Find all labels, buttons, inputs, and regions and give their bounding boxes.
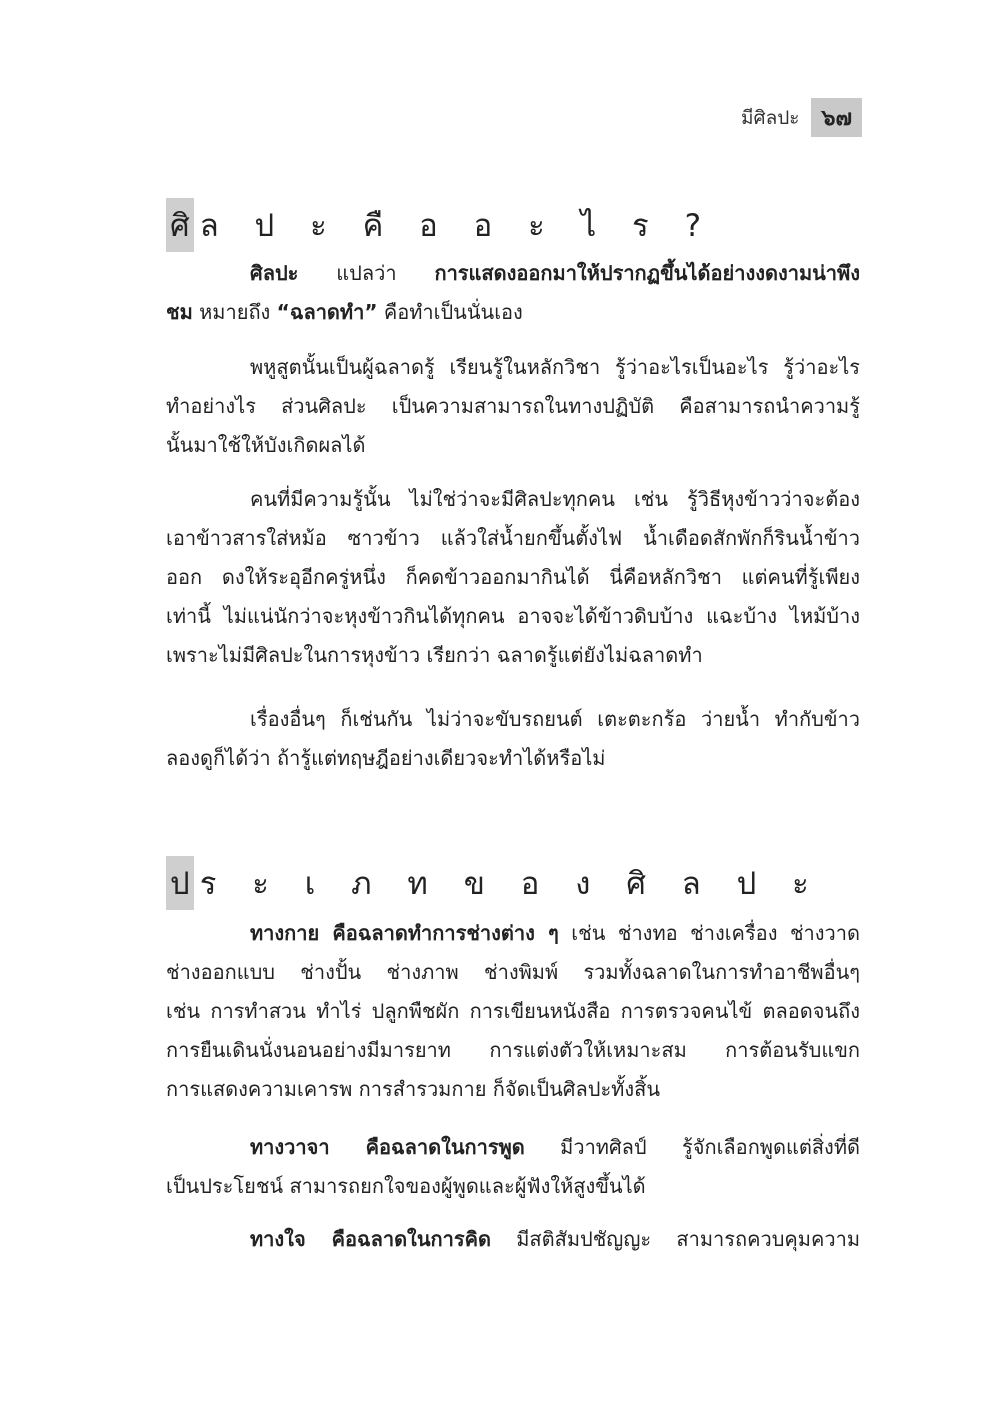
bold-phrase: ทางกาย คือฉลาดทำการช่างต่าง ๆ [250, 921, 559, 945]
paragraph-line [166, 1220, 860, 1259]
text-run: มีวาทศิลป์ รู้จักเลือกพูดแต่สิ่งที่ดี [524, 1135, 860, 1159]
text-run: หมายถึง [192, 300, 277, 324]
paragraph-line: ลองดูก็ได้ว่า ถ้ารู้แต่ทฤษฎีอย่างเดียวจะทำได้หรือไม่ [166, 746, 606, 770]
bold-phrase: ชม [166, 300, 193, 324]
paragraph-line: ช่างออกแบบ ช่างปั้น ช่างภาพ ช่างพิมพ์ รวมทั้งฉลาดในการทำอาชีพอื่นๆ [166, 960, 860, 984]
paragraph-line: นั้นมาใช้ให้บังเกิดผลได้ [166, 433, 366, 457]
paragraph-definition [166, 254, 860, 332]
paragraph-line [166, 1128, 860, 1167]
paragraph-line: เรื่องอื่นๆ ก็เช่นกัน ไม่ว่าจะขับรถยนต์ เตะตะกร้อ ว่ายน้ำ ทำกับข้าว [250, 707, 860, 731]
section-heading-what-is-art [166, 198, 714, 252]
paragraph-line: การแสดงความเคารพ การสำรวมกาย ก็จัดเป็นศิลปะทั้งสิ้น [166, 1077, 661, 1101]
running-header-title: มีศิลปะ [740, 106, 800, 129]
heading-highlight-letter: ป [166, 856, 194, 910]
paragraph-other-matters [166, 700, 860, 778]
paragraph-line: พหูสูตนั้นเป็นผู้ฉลาดรู้ เรียนรู้ในหลักวิชา รู้ว่าอะไรเป็นอะไร รู้ว่าอะไร [250, 355, 860, 379]
bold-phrase: ทางวาจา คือฉลาดในการพูด [250, 1135, 525, 1159]
text-run: มีสติสัมปชัญญะ สามารถควบคุมความ [490, 1227, 860, 1251]
paragraph-line: ออก ดงให้ระอุอีกครู่หนึ่ง ก็คดข้าวออกมากินได้ นี่คือหลักวิชา แต่คนที่รู้เพียง [166, 565, 860, 589]
text-run: แปลว่า [298, 261, 435, 285]
heading-text: ร ะ เ ภ ท ข อ ง ศิ ล ป ะ [199, 866, 822, 902]
bold-term: ศิลปะ [250, 261, 299, 285]
paragraph-line: เอาข้าวสารใส่หม้อ ซาวข้าว แล้วใส่น้ำยกขึ้นตั้งไฟ น้ำเดือดสักพักก็รินน้ำข้าว [166, 526, 860, 550]
running-header [741, 98, 862, 137]
bold-phrase: ทางใจ คือฉลาดในการคิด [250, 1227, 491, 1251]
paragraph-line: คนที่มีความรู้นั้น ไม่ใช่ว่าจะมีศิลปะทุกคน เช่น รู้วิธีหุงข้าวว่าจะต้อง [250, 487, 860, 511]
paragraph-line: เท่านี้ ไม่แน่นักว่าจะหุงข้าวกินได้ทุกคน อาจจะได้ข้าวดิบบ้าง แฉะบ้าง ไหม้บ้าง [166, 604, 860, 628]
paragraph-verbal-skill [166, 1128, 860, 1206]
paragraph-line: เช่น การทำสวน ทำไร่ ปลูกพืชผัก การเขียนหนังสือ การตรวจคนไข้ ตลอดจนถึง [166, 999, 860, 1023]
paragraph-physical-skill [166, 914, 860, 1109]
bold-quote: “ฉลาดทำ” [276, 300, 378, 324]
paragraph-line [166, 293, 860, 332]
text-run: เช่น ช่างทอ ช่างเครื่อง ช่างวาด [558, 921, 860, 945]
heading-highlight-letter: ศิ [166, 198, 194, 252]
paragraph-line: การยืนเดินนั่งนอนอย่างมีมารยาท การแต่งตัวให้เหมาะสม การต้อนรับแขก [166, 1038, 860, 1062]
paragraph-line [166, 254, 860, 293]
page-number: ๖๗ [811, 98, 862, 137]
heading-text: ล ป ะ คื อ อ ะ ไ ร ? [199, 208, 715, 244]
section-heading-types-of-art [166, 856, 822, 910]
paragraph-mental-skill [166, 1220, 860, 1259]
text-run: คือทำเป็นนั่นเอง [377, 300, 523, 324]
paragraph-line [166, 914, 860, 953]
paragraph-line: เพราะไม่มีศิลปะในการหุงข้าว เรียกว่า ฉลาดรู้แต่ยังไม่ฉลาดทำ [166, 643, 703, 667]
paragraph-learned-person [166, 348, 860, 465]
paragraph-line: เป็นประโยชน์ สามารถยกใจของผู้พูดและผู้ฟังให้สูงขึ้นได้ [166, 1174, 646, 1198]
paragraph-line: ทำอย่างไร ส่วนศิลปะ เป็นความสามารถในทางปฏิบัติ คือสามารถนำความรู้ [166, 394, 860, 418]
bold-phrase: การแสดงออกมาให้ปรากฏขึ้นได้อย่างงดงามน่าพึง [434, 261, 860, 285]
paragraph-cooking-rice [166, 480, 860, 675]
